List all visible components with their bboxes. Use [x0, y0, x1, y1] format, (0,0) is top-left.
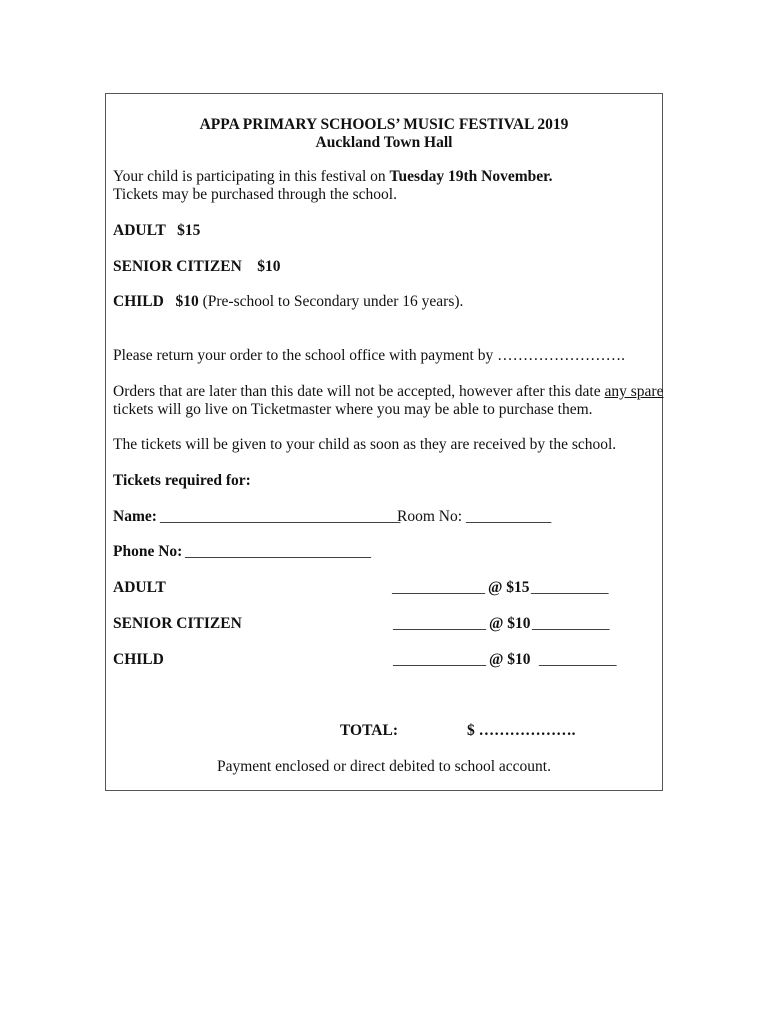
late-orders-line-1	[113, 383, 663, 401]
return-note: Please return your order to the school office with payment by …………………….	[113, 347, 625, 364]
child-row-price: @ $10	[489, 651, 531, 668]
total-value: $ ……………….	[467, 722, 576, 739]
intro-line	[113, 168, 552, 186]
child-price-line	[113, 293, 463, 311]
child-total-field[interactable]: __________	[539, 651, 617, 668]
total-label: TOTAL:	[340, 722, 398, 739]
late-orders-text: Orders that are later than this date will not be accepted, however after this date	[113, 383, 605, 400]
adult-row-price: @ $15	[488, 579, 530, 596]
tickets-required-heading: Tickets required for:	[113, 472, 251, 489]
any-spare-text: any spare	[604, 383, 664, 400]
adult-price: ADULT $15	[113, 222, 201, 239]
child-qty-field[interactable]: ____________	[393, 651, 486, 668]
adult-qty-field[interactable]: ____________	[392, 579, 485, 596]
festival-date: Tuesday 19th November.	[389, 168, 553, 185]
festival-title: APPA PRIMARY SCHOOLS’ MUSIC FESTIVAL 2019	[199, 116, 569, 133]
phone-field[interactable]: ________________________	[185, 543, 371, 560]
payment-note: Payment enclosed or direct debited to school account.	[216, 758, 551, 775]
senior-total-field[interactable]: __________	[532, 615, 610, 632]
late-orders-line-2: tickets will go live on Ticketmaster where you may be able to purchase them.	[113, 401, 593, 418]
name-label: Name:	[113, 508, 157, 525]
intro-text: Your child is participating in this festival on	[113, 168, 390, 185]
room-label: Room No:	[397, 508, 463, 525]
delivery-note: The tickets will be given to your child as soon as they are received by the school.	[113, 436, 617, 453]
child-price: CHILD $10	[113, 293, 199, 310]
room-field[interactable]: ___________	[466, 508, 552, 525]
senior-price: SENIOR CITIZEN $10	[113, 258, 281, 275]
child-row-label: CHILD	[113, 651, 164, 668]
adult-total-field[interactable]: __________	[531, 579, 609, 596]
purchase-note: Tickets may be purchased through the school.	[113, 186, 397, 203]
senior-qty-field[interactable]: ____________	[393, 615, 486, 632]
phone-label: Phone No:	[113, 543, 183, 560]
child-price-note: (Pre-school to Secondary under 16 years).	[198, 293, 464, 310]
senior-row-label: SENIOR CITIZEN	[113, 615, 242, 632]
venue-title: Auckland Town Hall	[315, 134, 453, 151]
senior-row-price: @ $10	[489, 615, 531, 632]
name-field[interactable]: _______________________________	[160, 508, 401, 525]
adult-row-label: ADULT	[113, 579, 166, 596]
